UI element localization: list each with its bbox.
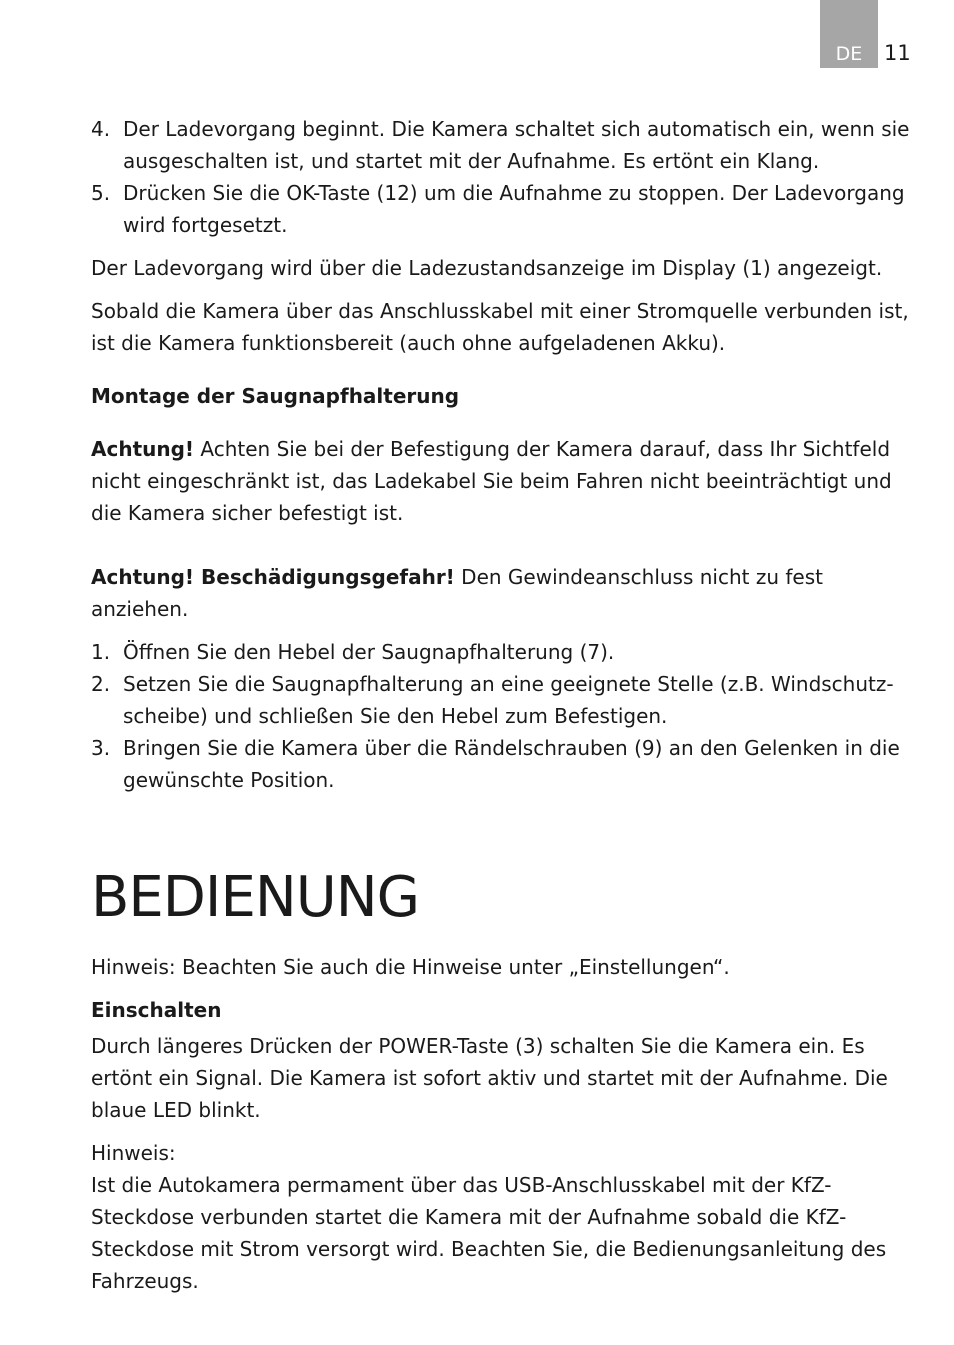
section-title: BEDIENUNG <box>91 865 419 930</box>
paragraph: Sobald die Kamera über das Anschlusskabel mit einer Stromquelle verbunden ist, ist die Kamera funktionsbereit (auch ohne aufgeladenen Akku). <box>91 299 909 355</box>
note-text: Ist die Autokamera permament über das USB-Anschlusskabel mit der KfZ-Steckdose verbunden startet die Kamera mit der Aufnahme sobald die KfZ-Steckdose mit Strom versorgt wird. Beachten Sie, die Bedienungsanleitung des Fahrzeugs. <box>91 1173 887 1293</box>
note: Hinweis: Beachten Sie auch die Hinweise unter „Einstellungen“. <box>91 955 730 979</box>
list-item-number: 4. <box>91 117 111 141</box>
list-item <box>91 636 913 668</box>
list-item-number: 2. <box>91 672 111 696</box>
warning-label: Achtung! Beschädigungsgefahr! <box>91 565 455 589</box>
page-content <box>91 113 913 1297</box>
section-subheading: Montage der Saugnapfhalterung <box>91 384 460 408</box>
charging-steps-list <box>91 113 913 241</box>
list-item-number: 5. <box>91 181 111 205</box>
list-item-text: Öffnen Sie den Hebel der Saugnapfhalterung (7). <box>123 640 615 664</box>
list-item-text: Drücken Sie die OK-Taste (12) um die Aufnahme zu stoppen. Der Ladevorgang wird fortgesetzt. <box>123 181 905 237</box>
list-item-number: 1. <box>91 640 111 664</box>
mounting-steps-list <box>91 636 913 796</box>
section-subheading: Einschalten <box>91 998 222 1022</box>
paragraph: Der Ladevorgang wird über die Ladezustandsanzeige im Display (1) angezeigt. <box>91 256 883 280</box>
list-item <box>91 732 913 796</box>
language-tab: DE <box>820 0 878 68</box>
warning-label: Achtung! <box>91 437 195 461</box>
list-item-text: Bringen Sie die Kamera über die Rändelschrauben (9) an den Gelenken in die gewünschte Position. <box>123 736 900 792</box>
list-item <box>91 177 913 241</box>
page-number: 11 <box>884 41 911 65</box>
list-item <box>91 113 913 177</box>
note-label: Hinweis: <box>91 1141 176 1165</box>
list-item <box>91 668 913 732</box>
list-item-text: Setzen Sie die Saugnapfhalterung an eine geeignete Stelle (z.B. Windschutz-scheibe) und schließen Sie den Hebel zum Befestigen. <box>123 672 894 728</box>
list-item-text: Der Ladevorgang beginnt. Die Kamera schaltet sich automatisch ein, wenn sie ausgeschalten ist, und startet mit der Aufnahme. Es ertönt ein Klang. <box>123 117 910 173</box>
warning-paragraph <box>91 561 913 625</box>
warning-paragraph <box>91 433 913 529</box>
paragraph: Durch längeres Drücken der POWER-Taste (3) schalten Sie die Kamera ein. Es ertönt ein Signal. Die Kamera ist sofort aktiv und startet mit der Aufnahme. Die blaue LED blinkt. <box>91 1034 888 1122</box>
warning-text: Den Gewindeanschluss nicht zu fest anziehen. <box>91 565 823 621</box>
warning-text: Achten Sie bei der Befestigung der Kamera darauf, dass Ihr Sichtfeld nicht eingeschränkt ist, das Ladekabel Sie beim Fahren nicht beeinträchtigt und die Kamera sicher befestigt ist. <box>91 437 892 525</box>
list-item-number: 3. <box>91 736 111 760</box>
